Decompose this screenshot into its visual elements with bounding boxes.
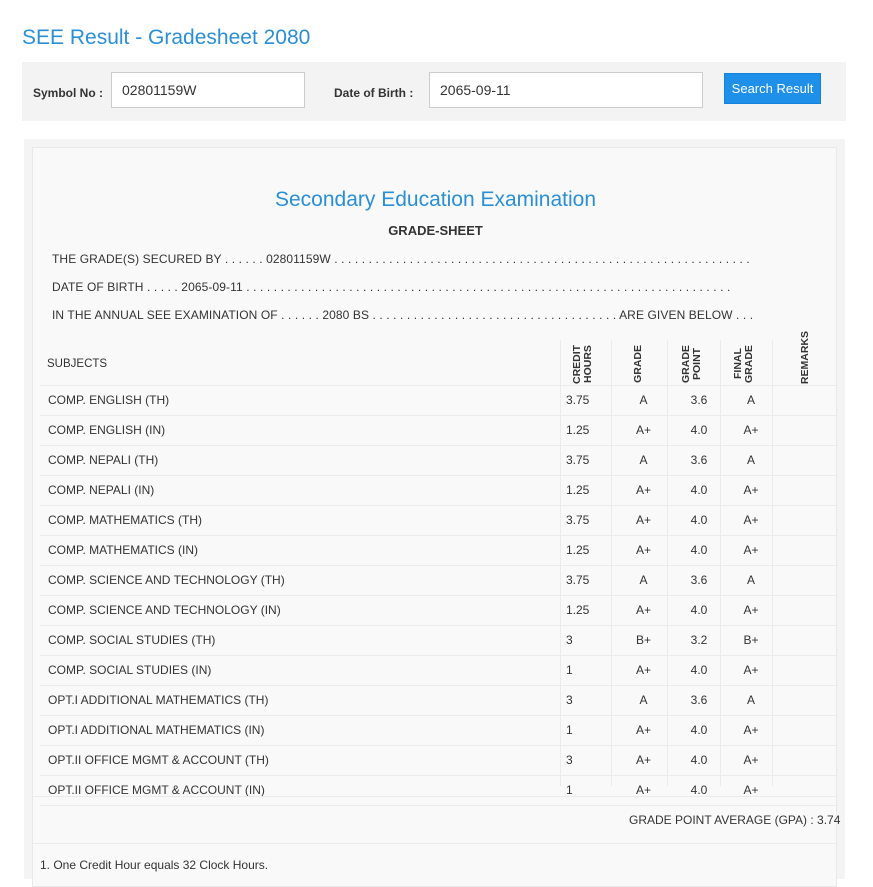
credit-hours-cell: 3.75 (566, 513, 590, 527)
grade-point-cell: 4.0 (690, 423, 708, 437)
dob-label: Date of Birth : (334, 86, 414, 100)
credit-hours-cell: 1 (566, 663, 573, 677)
subject-cell: COMP. ENGLISH (TH) (48, 393, 170, 407)
table-row (40, 445, 837, 475)
grade-cell: A+ (635, 603, 651, 617)
subject-cell: COMP. NEPALI (TH) (48, 453, 159, 467)
exam-title: Secondary Education Examination (274, 188, 597, 211)
credit-hours-cell: 3 (566, 753, 573, 767)
credit-hours-cell: 1.25 (566, 423, 590, 437)
gpa-text: GRADE POINT AVERAGE (GPA) : 3.74 (629, 813, 841, 827)
grade-point-header: GRADE POINT (680, 345, 703, 383)
credit-hours-cell: 3 (566, 693, 573, 707)
table-row (40, 565, 837, 595)
grade-cell: A+ (635, 423, 651, 437)
grade-cell: A+ (635, 723, 651, 737)
final-grade-header: FINAL GRADE (732, 345, 755, 383)
grade-cell: A+ (635, 483, 651, 497)
subject-cell: COMP. SCIENCE AND TECHNOLOGY (IN) (48, 603, 281, 617)
table-row (40, 505, 837, 535)
grade-cell: A (639, 393, 648, 407)
grade-cell: A+ (635, 543, 651, 557)
grade-point-cell: 3.2 (690, 633, 708, 647)
grade-point-cell: 4.0 (690, 603, 708, 617)
grade-point-cell: 3.6 (690, 393, 708, 407)
credit-hours-cell: 3 (566, 633, 573, 647)
final-grade-cell: A+ (743, 663, 759, 677)
table-row (40, 415, 837, 445)
credit-hours-cell: 1.25 (566, 543, 590, 557)
grade-point-cell: 4.0 (690, 663, 708, 677)
credit-hours-cell: 3.75 (566, 393, 590, 407)
table-row (40, 745, 837, 775)
gradesheet-container (24, 139, 845, 879)
credit-hours-cell: 3.75 (566, 453, 590, 467)
grade-point-cell: 4.0 (690, 483, 708, 497)
table-row (40, 625, 837, 655)
grade-point-cell: 4.0 (690, 723, 708, 737)
gradesheet-title: GRADE-SHEET (388, 223, 483, 238)
symbol-label: Symbol No : (33, 86, 104, 100)
subject-cell: OPT.II OFFICE MGMT & ACCOUNT (IN) (48, 783, 265, 797)
credit-hours-cell: 1.25 (566, 483, 590, 497)
final-grade-cell: B+ (743, 633, 759, 647)
grade-header: GRADE (631, 345, 644, 383)
table-row (40, 475, 837, 505)
grade-cell: B+ (635, 633, 651, 647)
final-grade-cell: A (746, 393, 755, 407)
credit-hours-cell: 1 (566, 723, 573, 737)
subject-cell: COMP. MATHEMATICS (IN) (48, 543, 198, 557)
grade-point-cell: 4.0 (690, 783, 708, 797)
exam-line: IN THE ANNUAL SEE EXAMINATION OF . . . . . . 2080 BS . . . . . . . . . . . . . . . . . . . . . . . . . . . . . . . . . . . . ARE GIVEN BELOW . . . (52, 308, 754, 322)
grade-cell: A+ (635, 663, 651, 677)
final-grade-cell: A+ (743, 723, 759, 737)
grade-secured-line: THE GRADE(S) SECURED BY . . . . . . 02801159W . . . . . . . . . . . . . . . . . . . . . . . . . . . . . . . . . . . . . . . . . . . . . . . . . . . . . . . . . . . . . (52, 252, 750, 266)
subject-cell: OPT.I ADDITIONAL MATHEMATICS (TH) (48, 693, 269, 707)
search-bar (22, 62, 846, 121)
grade-cell: A (639, 693, 648, 707)
credit-hours-header: CREDIT HOURS (571, 344, 594, 384)
grade-cell: A+ (635, 753, 651, 767)
dob-input[interactable] (429, 72, 703, 108)
grade-cell: A+ (635, 783, 651, 797)
final-grade-cell: A+ (743, 483, 759, 497)
table-row (40, 715, 837, 745)
remarks-header: REMARKS (798, 331, 811, 385)
credit-hours-cell: 1 (566, 783, 573, 797)
table-row (40, 655, 837, 685)
grade-cell: A+ (635, 513, 651, 527)
symbol-input[interactable] (111, 72, 305, 108)
grade-point-cell: 4.0 (690, 753, 708, 767)
grade-point-cell: 3.6 (690, 693, 708, 707)
final-grade-cell: A+ (743, 753, 759, 767)
final-grade-cell: A+ (743, 513, 759, 527)
subject-cell: COMP. ENGLISH (IN) (48, 423, 166, 437)
final-grade-cell: A (746, 693, 755, 707)
subject-cell: OPT.II OFFICE MGMT & ACCOUNT (TH) (48, 753, 269, 767)
dob-line: DATE OF BIRTH . . . . . 2065-09-11 . . . . . . . . . . . . . . . . . . . . . . . . . . . . . . . . . . . . . . . . . . . . . . . . . . . . . . . . . . . . . . . . . . . . . . . (52, 280, 731, 294)
grade-point-cell: 3.6 (690, 453, 708, 467)
subjects-header: SUBJECTS (47, 358, 108, 370)
search-result-button[interactable]: Search Result (724, 73, 821, 104)
subject-cell: COMP. SOCIAL STUDIES (TH) (48, 633, 216, 647)
subject-cell: OPT.I ADDITIONAL MATHEMATICS (IN) (48, 723, 265, 737)
table-row (40, 535, 837, 565)
grade-cell: A (639, 453, 648, 467)
credit-hours-cell: 3.75 (566, 573, 590, 587)
subject-cell: COMP. MATHEMATICS (TH) (48, 513, 202, 527)
credit-hours-cell: 1.25 (566, 603, 590, 617)
final-grade-cell: A+ (743, 603, 759, 617)
subject-cell: COMP. SOCIAL STUDIES (IN) (48, 663, 212, 677)
final-grade-cell: A+ (743, 423, 759, 437)
grade-point-cell: 3.6 (690, 573, 708, 587)
grade-point-cell: 4.0 (690, 543, 708, 557)
final-grade-cell: A (746, 453, 755, 467)
subject-cell: COMP. NEPALI (IN) (48, 483, 155, 497)
grade-cell: A (639, 573, 648, 587)
table-row (40, 595, 837, 625)
credit-hour-note: 1. One Credit Hour equals 32 Clock Hours. (40, 858, 269, 872)
gradesheet (32, 147, 841, 887)
subject-cell: COMP. SCIENCE AND TECHNOLOGY (TH) (48, 573, 285, 587)
table-row (40, 685, 837, 715)
final-grade-cell: A+ (743, 783, 759, 797)
grades-table-body (40, 385, 837, 806)
table-row (40, 385, 837, 415)
final-grade-cell: A (746, 573, 755, 587)
grade-point-cell: 4.0 (690, 513, 708, 527)
final-grade-cell: A+ (743, 543, 759, 557)
page-title: SEE Result - Gradesheet 2080 (22, 26, 311, 49)
